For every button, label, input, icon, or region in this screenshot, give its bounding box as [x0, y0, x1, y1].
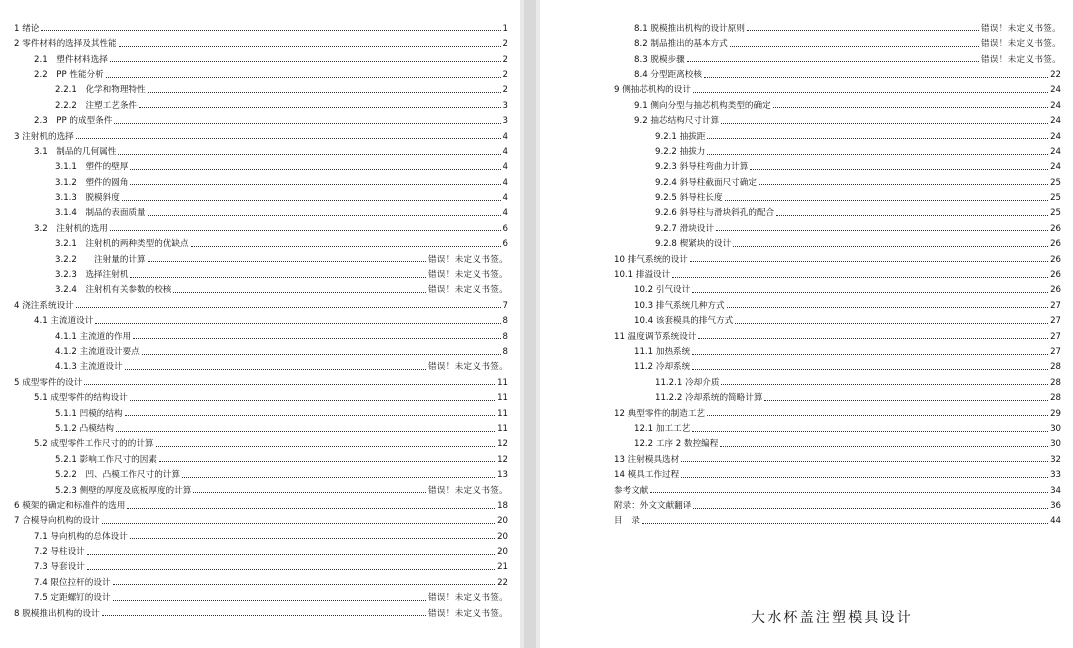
toc-entry-page: 8: [502, 331, 508, 342]
toc-entry-title: 13 注射模具选材: [614, 454, 680, 465]
toc-entry-page: 错误！未定义书签。: [427, 254, 508, 265]
toc-entry-title: 8.2 制品推出的基本方式: [634, 39, 728, 50]
toc-page-right: [540, 0, 1073, 648]
toc-entry-title: 10.2 引气设计: [634, 285, 691, 296]
toc-dot-leader: [687, 60, 979, 62]
toc-entry[interactable]: [614, 18, 1061, 33]
toc-entry-title: 4.1 主流道设计: [34, 316, 94, 327]
toc-entry-title: 8 脱模推出机构的设计: [14, 608, 100, 619]
toc-entry[interactable]: [14, 33, 508, 48]
toc-dot-leader: [716, 229, 1048, 231]
toc-entry-page: 34: [1050, 485, 1061, 496]
toc-dot-leader: [698, 337, 1048, 339]
toc-dot-leader: [76, 306, 501, 308]
toc-dot-leader: [707, 414, 1048, 416]
toc-list-right: [614, 18, 1061, 526]
toc-entry-title: 3.1.1 塑件的壁厚: [55, 162, 129, 173]
toc-entry-page: 4: [502, 131, 508, 142]
toc-entry-title: 3.1.4 制品的表面质量: [55, 208, 146, 219]
toc-entry-title: 3.1.2 塑件的圆角: [55, 177, 129, 188]
toc-dot-leader: [106, 76, 501, 78]
toc-entry-title: 2.2.1 化学和物理特性: [55, 85, 146, 96]
toc-dot-leader: [681, 476, 1048, 478]
toc-entry-page: 错误！未定义书签。: [427, 285, 508, 296]
toc-entry[interactable]: [14, 280, 508, 295]
toc-dot-leader: [727, 306, 1048, 308]
toc-entry-title: 5.1 成型零件的结构设计: [34, 393, 128, 404]
toc-entry[interactable]: [14, 249, 508, 264]
toc-entry-page: 错误！未定义书签。: [427, 608, 508, 619]
toc-entry-page: 13: [497, 470, 508, 481]
toc-entry[interactable]: [14, 18, 508, 33]
toc-dot-leader: [747, 29, 979, 31]
toc-entry-title: 8.4 分型距离校核: [634, 69, 702, 80]
toc-entry-page: 1: [502, 23, 508, 34]
toc-entry-page: 20: [497, 547, 508, 558]
toc-page-left: [0, 0, 520, 648]
toc-entry-title: 5.1.1 凹模的结构: [55, 408, 123, 419]
toc-entry[interactable]: [14, 264, 508, 279]
toc-entry-page: 6: [502, 239, 508, 250]
toc-entry[interactable]: [14, 387, 508, 402]
toc-dot-leader: [139, 106, 501, 108]
toc-entry-page: 25: [1050, 177, 1061, 188]
toc-dot-leader: [159, 460, 495, 462]
toc-dot-leader: [133, 337, 500, 339]
toc-entry[interactable]: [614, 80, 1061, 95]
toc-entry-page: 28: [1050, 362, 1061, 373]
toc-entry[interactable]: [14, 511, 508, 526]
toc-entry[interactable]: [614, 372, 1061, 387]
toc-entry[interactable]: [14, 326, 508, 341]
toc-entry-page: 24: [1050, 116, 1061, 127]
toc-dot-leader: [191, 245, 501, 247]
toc-entry[interactable]: [14, 187, 508, 202]
toc-entry-page: 30: [1050, 439, 1061, 450]
toc-dot-leader: [87, 568, 495, 570]
toc-entry[interactable]: [614, 434, 1061, 449]
toc-entry-page: 26: [1050, 239, 1061, 250]
toc-list-left: [14, 18, 508, 618]
toc-entry-title: 9.2.1 抽拔距: [655, 131, 706, 142]
toc-entry[interactable]: [614, 187, 1061, 202]
toc-entry[interactable]: [14, 526, 508, 541]
toc-entry-title: 3.2.4 注射机有关参数的校核: [55, 285, 172, 296]
toc-entry-title: 10.4 该套模具的排气方式: [634, 316, 734, 327]
toc-entry-title: 5.2 成型零件工作尺寸的的计算: [34, 439, 154, 450]
toc-entry-page: 4: [502, 208, 508, 219]
toc-entry[interactable]: [14, 203, 508, 218]
toc-dot-leader: [692, 291, 1048, 293]
toc-entry-title: 11.2.2 冷却系统的简略计算: [655, 393, 763, 404]
toc-entry-title: 3.2.2 注射量的计算: [55, 254, 146, 265]
toc-entry-title: 2.2.2 注塑工艺条件: [55, 100, 138, 111]
toc-dot-leader: [156, 445, 496, 447]
toc-entry-title: 9.2.2 抽拔力: [655, 146, 706, 157]
toc-entry-title: 2 零件材料的选择及其性能: [14, 39, 117, 50]
toc-entry-page: 3: [502, 100, 508, 111]
toc-entry-page: 4: [502, 193, 508, 204]
toc-dot-leader: [122, 199, 501, 201]
toc-entry-page: 24: [1050, 100, 1061, 111]
toc-dot-leader: [672, 276, 1048, 278]
toc-dot-leader: [707, 153, 1048, 155]
toc-entry[interactable]: [614, 110, 1061, 125]
toc-entry-page: 27: [1050, 331, 1061, 342]
toc-entry-page: 错误！未定义书签。: [427, 362, 508, 373]
toc-dot-leader: [692, 430, 1048, 432]
toc-dot-leader: [127, 507, 495, 509]
toc-entry-title: 附录：外文文献翻译: [614, 500, 692, 511]
toc-entry-title: 3.2.1 注射机的两种类型的优缺点: [55, 239, 189, 250]
toc-dot-leader: [704, 76, 1048, 78]
toc-entry-page: 44: [1050, 516, 1061, 527]
toc-dot-leader: [95, 322, 500, 324]
toc-entry-page: 28: [1050, 393, 1061, 404]
toc-entry[interactable]: [614, 233, 1061, 248]
toc-entry-title: 4.1.1 主流道的作用: [55, 331, 132, 342]
toc-entry-title: 6 模架的确定和标准件的选用: [14, 500, 126, 511]
toc-entry[interactable]: [614, 326, 1061, 341]
toc-entry-page: 12: [497, 454, 508, 465]
toc-dot-leader: [173, 291, 426, 293]
toc-entry-title: 参考文献: [614, 485, 649, 496]
toc-entry[interactable]: [614, 464, 1061, 479]
toc-dot-leader: [130, 399, 495, 401]
toc-entry-title: 3.1 制品的几何属性: [34, 146, 117, 157]
toc-entry[interactable]: [14, 49, 508, 64]
toc-dot-leader: [650, 491, 1048, 493]
toc-entry[interactable]: [14, 434, 508, 449]
toc-dot-leader: [113, 599, 426, 601]
toc-entry-page: 错误！未定义书签。: [980, 39, 1061, 50]
toc-dot-leader: [182, 476, 495, 478]
toc-entry[interactable]: [14, 310, 508, 325]
toc-dot-leader: [707, 137, 1048, 139]
toc-entry[interactable]: [14, 95, 508, 110]
toc-entry[interactable]: [14, 341, 508, 356]
toc-entry-page: 29: [1050, 408, 1061, 419]
toc-entry-page: 2: [502, 85, 508, 96]
toc-entry-page: 22: [497, 577, 508, 588]
toc-entry-title: 7.1 导向机构的总体设计: [34, 531, 128, 542]
toc-entry-title: 11 温度调节系统设计: [614, 331, 697, 342]
toc-entry-title: 9.2.5 斜导柱长度: [655, 193, 723, 204]
toc-entry[interactable]: [614, 495, 1061, 510]
toc-dot-leader: [692, 353, 1048, 355]
toc-dot-leader: [87, 553, 495, 555]
toc-entry-page: 26: [1050, 254, 1061, 265]
toc-entry-page: 4: [502, 177, 508, 188]
toc-entry-page: 2: [502, 54, 508, 65]
toc-entry-page: 24: [1050, 131, 1061, 142]
toc-dot-leader: [721, 122, 1048, 124]
toc-dot-leader: [730, 45, 979, 47]
toc-entry-title: 9.2.3 斜导柱弯曲力计算: [655, 162, 749, 173]
toc-entry[interactable]: [14, 572, 508, 587]
toc-entry-title: 8.3 脱模步骤: [634, 54, 685, 65]
toc-dot-leader: [148, 91, 501, 93]
toc-entry-title: 11.2 冷却系统: [634, 362, 691, 373]
toc-entry[interactable]: [14, 587, 508, 602]
toc-entry[interactable]: [14, 464, 508, 479]
toc-entry-title: 1 绪论: [14, 23, 40, 34]
toc-entry-title: 7.5 定距螺钉的设计: [34, 593, 111, 604]
toc-entry-page: 24: [1050, 146, 1061, 157]
toc-entry[interactable]: [614, 310, 1061, 325]
toc-entry-title: 10 排气系统的设计: [614, 254, 688, 265]
toc-entry[interactable]: [614, 157, 1061, 172]
toc-dot-leader: [102, 614, 426, 616]
toc-dot-leader: [193, 491, 426, 493]
toc-entry-title: 目 录: [614, 516, 640, 527]
toc-dot-leader: [125, 368, 426, 370]
toc-entry[interactable]: [614, 126, 1061, 141]
toc-dot-leader: [720, 445, 1048, 447]
toc-entry-title: 7 合模导向机构的设计: [14, 516, 100, 527]
toc-entry-page: 30: [1050, 423, 1061, 434]
toc-entry[interactable]: [14, 357, 508, 372]
toc-entry-page: 8: [502, 347, 508, 357]
toc-dot-leader: [693, 507, 1048, 509]
toc-entry[interactable]: [614, 95, 1061, 110]
toc-dot-leader: [681, 460, 1048, 462]
toc-dot-leader: [148, 214, 501, 216]
toc-entry-page: 27: [1050, 347, 1061, 357]
toc-entry-page: 24: [1050, 85, 1061, 96]
page-gutter-edge-left: [520, 0, 524, 648]
toc-dot-leader: [142, 353, 501, 355]
toc-entry-title: 5 成型零件的设计: [14, 377, 83, 388]
toc-dot-leader: [114, 122, 500, 124]
toc-dot-leader: [776, 214, 1048, 216]
toc-dot-leader: [110, 60, 501, 62]
toc-entry-title: 5.2.2 凹、凸模工作尺寸的计算: [55, 470, 180, 481]
toc-entry[interactable]: [614, 218, 1061, 233]
toc-entry-page: 2: [502, 39, 508, 50]
toc-dot-leader: [118, 153, 500, 155]
toc-entry[interactable]: [614, 280, 1061, 295]
toc-entry[interactable]: [14, 480, 508, 495]
toc-entry-title: 12 典型零件的制造工艺: [614, 408, 706, 419]
toc-dot-leader: [148, 260, 426, 262]
toc-entry-page: 4: [502, 146, 508, 157]
toc-entry-page: 2: [502, 69, 508, 80]
toc-entry-page: 28: [1050, 377, 1061, 388]
toc-entry-title: 2.3 PP 的成型条件: [34, 116, 113, 127]
toc-entry-title: 7.4 限位拉杆的设计: [34, 577, 111, 588]
toc-dot-leader: [125, 414, 495, 416]
toc-dot-leader: [693, 91, 1048, 93]
toc-entry[interactable]: [14, 64, 508, 79]
toc-entry[interactable]: [14, 157, 508, 172]
toc-dot-leader: [102, 522, 496, 524]
toc-entry-page: 11: [497, 393, 508, 404]
toc-entry-title: 5.2.3 侧壁的厚度及底板厚度的计算: [55, 485, 192, 496]
toc-entry-title: 3.2 注射机的选用: [34, 223, 108, 234]
toc-entry-page: 26: [1050, 285, 1061, 296]
toc-entry[interactable]: [614, 403, 1061, 418]
toc-entry-page: 24: [1050, 162, 1061, 173]
toc-dot-leader: [84, 383, 495, 385]
toc-dot-leader: [773, 106, 1048, 108]
toc-entry[interactable]: [14, 495, 508, 510]
toc-entry-title: 7.2 导柱设计: [34, 547, 85, 558]
toc-entry-title: 4 浇注系统设计: [14, 300, 74, 311]
toc-dot-leader: [76, 137, 501, 139]
toc-entry-page: 22: [1050, 69, 1061, 80]
toc-entry-title: 9.1 侧向分型与抽芯机构类型的确定: [634, 100, 771, 111]
toc-entry-page: 错误！未定义书签。: [980, 23, 1061, 34]
toc-entry[interactable]: [614, 203, 1061, 218]
toc-entry-title: 11.1 加热系统: [634, 347, 691, 357]
toc-dot-leader: [130, 537, 495, 539]
toc-entry-page: 27: [1050, 316, 1061, 327]
toc-dot-leader: [735, 322, 1048, 324]
toc-entry-title: 9.2.6 斜导柱与滑块斜孔的配合: [655, 208, 775, 219]
toc-entry-page: 7: [502, 300, 508, 311]
toc-entry-page: 27: [1050, 300, 1061, 311]
toc-entry[interactable]: [14, 126, 508, 141]
toc-entry[interactable]: [14, 449, 508, 464]
toc-entry[interactable]: [14, 110, 508, 125]
toc-dot-leader: [725, 199, 1048, 201]
toc-entry[interactable]: [14, 141, 508, 156]
toc-dot-leader: [41, 29, 500, 31]
toc-entry[interactable]: [614, 49, 1061, 64]
toc-entry-title: 2.1 塑件材料选择: [34, 54, 108, 65]
toc-entry-page: 12: [497, 439, 508, 450]
toc-entry-page: 26: [1050, 270, 1061, 281]
toc-entry[interactable]: [614, 141, 1061, 156]
toc-entry[interactable]: [14, 541, 508, 556]
toc-entry-page: 20: [497, 531, 508, 542]
toc-dot-leader: [130, 183, 500, 185]
toc-entry[interactable]: [614, 172, 1061, 187]
toc-entry[interactable]: [14, 603, 508, 618]
toc-entry-title: 7.3 导套设计: [34, 562, 85, 573]
toc-entry-title: 10.3 排气系统几种方式: [634, 300, 725, 311]
toc-entry-title: 2.2 PP 性能分析: [34, 69, 104, 80]
toc-entry[interactable]: [614, 418, 1061, 433]
toc-dot-leader: [764, 399, 1048, 401]
toc-entry[interactable]: [614, 387, 1061, 402]
toc-dot-leader: [113, 583, 496, 585]
toc-dot-leader: [733, 245, 1048, 247]
toc-entry[interactable]: [14, 557, 508, 572]
toc-entry[interactable]: [614, 511, 1061, 526]
toc-dot-leader: [642, 522, 1048, 524]
toc-entry-page: 33: [1050, 470, 1061, 481]
toc-dot-leader: [119, 45, 501, 47]
toc-entry-page: 11: [497, 377, 508, 388]
toc-entry-page: 26: [1050, 223, 1061, 234]
toc-entry-title: 4.1.3 主流道设计: [55, 362, 123, 373]
toc-entry-page: 32: [1050, 454, 1061, 465]
toc-entry-title: 3.1.3 脱模斜度: [55, 193, 120, 204]
toc-entry-title: 11.2.1 冷却介质: [655, 377, 720, 388]
toc-dot-leader: [692, 368, 1048, 370]
toc-dot-leader: [130, 276, 426, 278]
toc-entry-page: 6: [502, 223, 508, 234]
toc-entry-page: 错误！未定义书签。: [427, 593, 508, 604]
document-title: 大水杯盖注塑模具设计: [751, 610, 913, 626]
toc-entry-page: 20: [497, 516, 508, 527]
toc-entry-title: 5.2.1 影响工作尺寸的因素: [55, 454, 157, 465]
toc-entry-title: 8.1 脱模推出机构的设计原则: [634, 23, 745, 34]
toc-entry[interactable]: [614, 480, 1061, 495]
toc-entry[interactable]: [614, 249, 1061, 264]
toc-entry-title: 5.1.2 凸模结构: [55, 423, 114, 434]
toc-entry[interactable]: [614, 357, 1061, 372]
toc-entry-page: 错误！未定义书签。: [427, 270, 508, 281]
toc-entry-page: 8: [502, 316, 508, 327]
toc-entry-title: 10.1 排溢设计: [614, 270, 671, 281]
toc-entry[interactable]: [614, 341, 1061, 356]
toc-entry-page: 25: [1050, 208, 1061, 219]
toc-entry-title: 9.2.8 楔紧块的设计: [655, 239, 732, 250]
toc-dot-leader: [116, 430, 495, 432]
toc-entry-page: 11: [497, 408, 508, 419]
toc-entry[interactable]: [14, 372, 508, 387]
toc-dot-leader: [750, 168, 1048, 170]
toc-entry[interactable]: [614, 264, 1061, 279]
toc-entry-page: 错误！未定义书签。: [427, 485, 508, 496]
toc-entry[interactable]: [14, 218, 508, 233]
toc-entry-page: 3: [502, 116, 508, 127]
toc-dot-leader: [690, 260, 1048, 262]
toc-entry[interactable]: [614, 64, 1061, 79]
toc-entry-page: 4: [502, 162, 508, 173]
toc-entry-title: 14 模具工作过程: [614, 470, 680, 481]
toc-entry[interactable]: [14, 295, 508, 310]
toc-entry-title: 12.1 加工工艺: [634, 423, 691, 434]
toc-entry-page: 21: [497, 562, 508, 573]
toc-entry[interactable]: [14, 233, 508, 248]
toc-dot-leader: [110, 229, 501, 231]
toc-dot-leader: [759, 183, 1048, 185]
toc-entry-title: 4.1.2 主流道设计要点: [55, 347, 140, 357]
toc-dot-leader: [130, 168, 500, 170]
toc-entry[interactable]: [14, 403, 508, 418]
toc-entry-page: 18: [497, 500, 508, 511]
toc-entry[interactable]: [614, 33, 1061, 48]
toc-entry[interactable]: [14, 172, 508, 187]
toc-entry-title: 9.2.7 滑块设计: [655, 223, 714, 234]
toc-entry-page: 25: [1050, 193, 1061, 204]
toc-dot-leader: [721, 383, 1048, 385]
toc-entry-page: 11: [497, 423, 508, 434]
toc-entry-title: 3 注射机的选择: [14, 131, 74, 142]
toc-entry[interactable]: [614, 295, 1061, 310]
toc-entry-page: 错误！未定义书签。: [980, 54, 1061, 65]
toc-entry-title: 9.2.4 斜导柱截面尺寸确定: [655, 177, 757, 188]
toc-entry-page: 36: [1050, 500, 1061, 511]
toc-entry[interactable]: [14, 80, 508, 95]
toc-entry-title: 3.2.3 选择注射机: [55, 270, 129, 281]
toc-entry-title: 9 侧抽芯机构的设计: [614, 85, 691, 96]
toc-entry[interactable]: [614, 449, 1061, 464]
toc-entry-title: 12.2 工序 2 数控编程: [634, 439, 719, 450]
toc-entry-title: 9.2 抽芯结构尺寸计算: [634, 116, 720, 127]
toc-entry[interactable]: [14, 418, 508, 433]
